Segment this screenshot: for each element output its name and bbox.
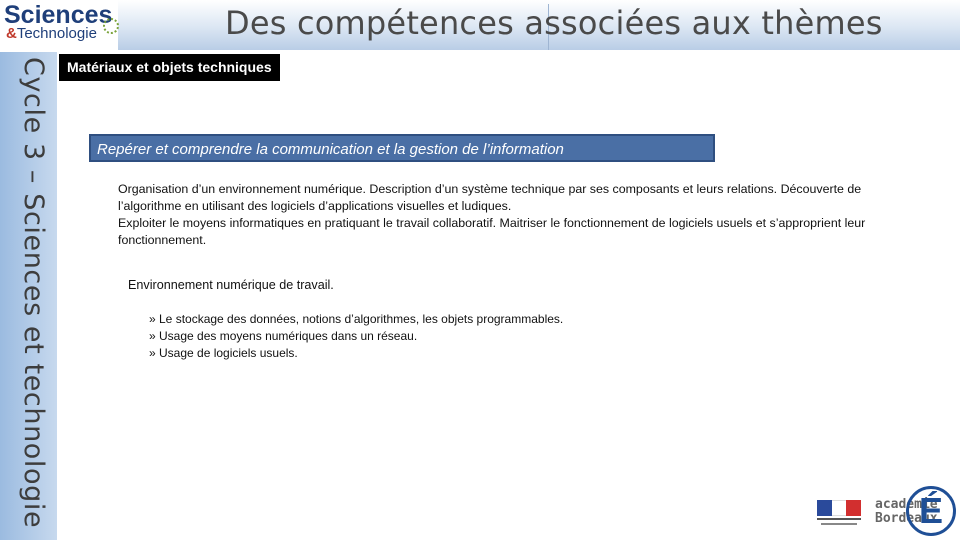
sidebar-vertical-title: Cycle 3 – Sciences et technologie xyxy=(18,57,49,529)
flag-blue xyxy=(817,500,832,516)
logo-line2 xyxy=(6,25,97,42)
page-title: Des compétences associées aux thèmes xyxy=(225,4,883,42)
list-item: » Usage des moyens numériques dans un réseau. xyxy=(149,329,418,343)
list-item: » Usage de logiciels usuels. xyxy=(149,346,298,360)
flag-red xyxy=(846,500,861,516)
sidebar-title-container xyxy=(3,57,53,537)
competence-title-box: Repérer et comprendre la communication et la gestion de l’information xyxy=(89,134,715,162)
gear-icon xyxy=(103,18,119,34)
logo-line1: Sciences xyxy=(4,1,113,29)
academy-line1: académie xyxy=(875,497,938,512)
description-line1: Organisation d’un environnement numérique. Description d’un système technique par ses composants et leurs relations. Découverte de l’algorithme en utilisant des logiciels d’applications visuelles et ludiques. xyxy=(118,182,862,213)
theme-label: Matériaux et objets techniques xyxy=(59,54,280,81)
sciences-technologie-logo xyxy=(0,0,118,52)
list-item: » Le stockage des données, notions d’algorithmes, les objets programmables. xyxy=(149,312,564,326)
environment-label: Environnement numérique de travail. xyxy=(128,278,334,292)
description-line2: Exploiter le moyens informatiques en pratiquant le travail collaboratif. Maitriser le fonctionnement de logiciels usuels et s’approprient leur fonctionnement. xyxy=(118,216,866,247)
description-block xyxy=(118,181,918,249)
logo-line2-text: Technologie xyxy=(16,25,97,42)
logo-rule xyxy=(817,518,861,520)
logo-rule xyxy=(821,523,857,525)
logo-amp: & xyxy=(6,25,17,42)
republique-francaise-logo xyxy=(817,500,861,528)
academy-line2: Bordeaux xyxy=(875,511,938,526)
knowledge-list xyxy=(149,311,563,362)
flag-white xyxy=(832,500,846,516)
education-emblem-icon: É xyxy=(906,486,956,536)
